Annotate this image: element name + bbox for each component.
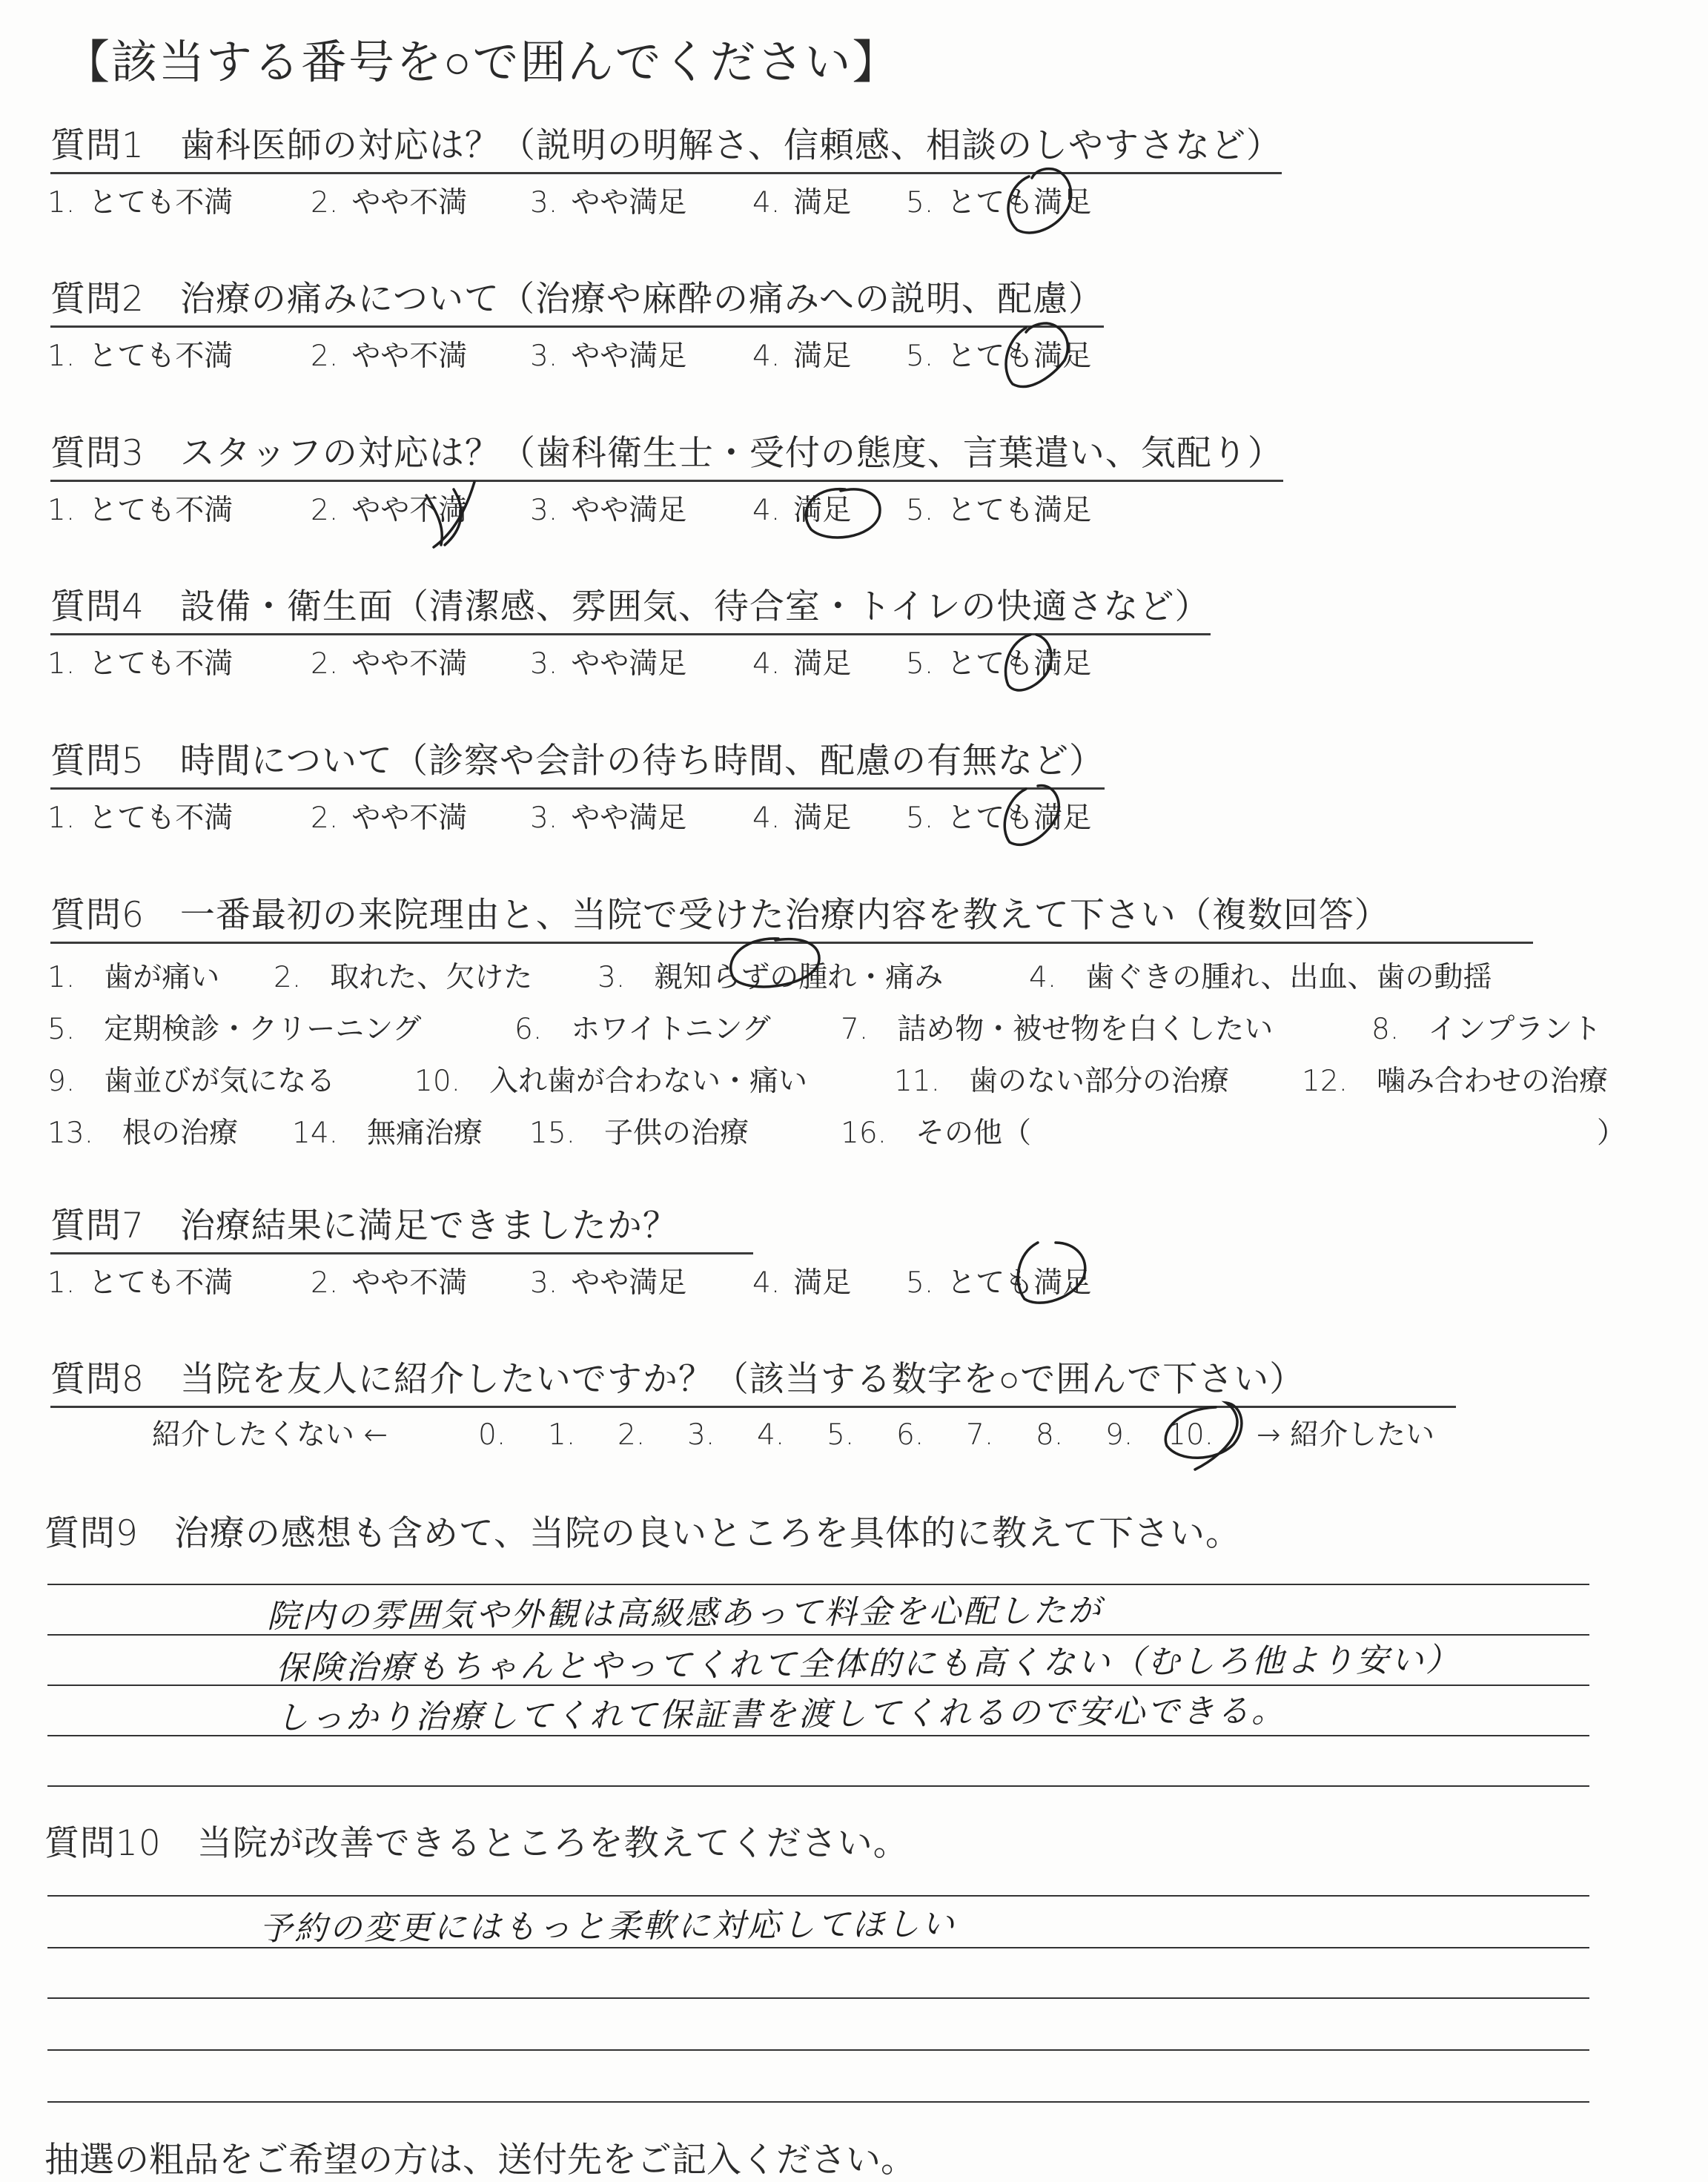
question-2-title: 質問2 治療の痛みについて（治療や麻酔の痛みへの説明、配慮）: [50, 278, 1104, 328]
q8-option-2[interactable]: 2.: [618, 1418, 646, 1452]
q5-option-3[interactable]: 3. やや満足: [530, 801, 687, 835]
q2-option-2[interactable]: 2. やや不満: [311, 340, 468, 373]
q6-option-4[interactable]: 4. 歯ぐきの腫れ、出血、歯の動揺: [1029, 961, 1492, 994]
question-8-title: 質問8 当院を友人に紹介したいですか？（該当する数字を○で囲んで下さい）: [50, 1358, 1456, 1408]
q9-handwritten-answer-1: 院内の雰囲気や外観は高級感あって料金を心配したが: [266, 1592, 1103, 1636]
question-9-title: 質問9 治療の感想も含めて、当院の良いところを具体的に教えて下さい。: [44, 1513, 1241, 1554]
q1-option-2[interactable]: 2. やや不満: [311, 186, 468, 219]
q6-option-16[interactable]: 16. その他（: [841, 1117, 1032, 1150]
question-4-title: 質問4 設備・衛生面（清潔感、雰囲気、待合室・トイレの快適さなど）: [50, 586, 1211, 635]
q6-option-7[interactable]: 7. 詰め物・被せ物を白くしたい: [841, 1013, 1274, 1046]
q7-option-4[interactable]: 4. 満足: [752, 1266, 852, 1300]
q3-option-5[interactable]: 5. とても満足: [906, 494, 1092, 527]
q8-option-6[interactable]: 6.: [896, 1418, 924, 1452]
question-1-title: 質問1 歯科医師の対応は？（説明の明解さ、信頼感、相談のしやすさなど）: [50, 125, 1282, 174]
q4-option-3[interactable]: 3. やや満足: [530, 647, 687, 681]
q1-option-1[interactable]: 1. とても不満: [47, 186, 234, 219]
q3-option-2[interactable]: 2. やや不満: [311, 494, 468, 527]
q7-option-3[interactable]: 3. やや満足: [530, 1266, 687, 1300]
question-5-title: 質問5 時間について（診察や会計の待ち時間、配慮の有無など）: [50, 740, 1105, 790]
q8-option-9[interactable]: 9.: [1105, 1418, 1133, 1452]
question-3-title: 質問3 スタッフの対応は？（歯科衛生士・受付の態度、言葉遣い、気配り）: [50, 432, 1283, 482]
q5-option-5[interactable]: 5. とても満足: [906, 801, 1092, 835]
q5-option-1[interactable]: 1. とても不満: [47, 801, 234, 835]
q8-option-3[interactable]: 3.: [687, 1418, 715, 1452]
q6-option-14[interactable]: 14. 無痛治療: [292, 1117, 483, 1150]
q3-option-3[interactable]: 3. やや満足: [530, 494, 687, 527]
q9-answer-line-5: [47, 1785, 1589, 1787]
q2-option-5[interactable]: 5. とても満足: [906, 340, 1092, 373]
q10-answer-line-4: [47, 2049, 1589, 2051]
q10-answer-line-1: [47, 1895, 1589, 1897]
q8-option-7[interactable]: 7.: [966, 1418, 994, 1452]
q1-option-3[interactable]: 3. やや満足: [530, 186, 687, 219]
q6-line-3: [47, 1056, 1678, 1108]
q6-option-1[interactable]: 1. 歯が痛い: [47, 961, 220, 994]
question-7-title: 質問7 治療結果に満足できましたか？: [50, 1205, 753, 1254]
q1-option-4[interactable]: 4. 満足: [752, 186, 852, 219]
question-6-options: [47, 952, 1678, 1160]
q6-option-10[interactable]: 10. 入れ歯が合わない・痛い: [414, 1065, 808, 1098]
q6-option-13[interactable]: 13. 根の治療: [47, 1117, 239, 1150]
q2-option-4[interactable]: 4. 満足: [752, 340, 852, 373]
q7-option-2[interactable]: 2. やや不満: [311, 1266, 468, 1300]
question-6-title: 質問6 一番最初の来院理由と、当院で受けた治療内容を教えて下さい（複数回答）: [50, 894, 1533, 944]
q7-option-5[interactable]: 5. とても満足: [906, 1266, 1092, 1300]
q1-option-5[interactable]: 5. とても満足: [906, 186, 1092, 219]
q10-handwritten-answer-1: 予約の変更にはもっと柔軟に対応してほしい: [259, 1905, 957, 1948]
q6-option-6[interactable]: 6. ホワイトニング: [514, 1013, 771, 1046]
q8-option-4[interactable]: 4.: [757, 1418, 785, 1452]
q8-option-0[interactable]: 0.: [478, 1418, 506, 1452]
footer-cut-text: 抽選の粗品をご希望の方は、送付先をご記入ください。: [44, 2140, 916, 2181]
q4-option-4[interactable]: 4. 満足: [752, 647, 852, 681]
q6-option-5[interactable]: 5. 定期検診・クリーニング: [47, 1013, 422, 1046]
q7-option-1[interactable]: 1. とても不満: [47, 1266, 234, 1300]
q8-option-1[interactable]: 1.: [548, 1418, 576, 1452]
question-10-title: 質問10 当院が改善できるところを教えてください。: [44, 1823, 909, 1864]
q6-other-close-paren: ）: [1597, 1117, 1626, 1150]
q8-option-5[interactable]: 5.: [827, 1418, 855, 1452]
q5-option-4[interactable]: 4. 満足: [752, 801, 852, 835]
q4-option-5[interactable]: 5. とても満足: [906, 647, 1092, 681]
q6-option-9[interactable]: 9. 歯並びが気になる: [47, 1065, 336, 1098]
q4-option-2[interactable]: 2. やや不満: [311, 647, 468, 681]
q2-option-3[interactable]: 3. やや満足: [530, 340, 687, 373]
q9-handwritten-answer-2: 保険治療もちゃんとやってくれて全体的にも高くない（むしろ他より安い）: [275, 1641, 1461, 1687]
q6-option-11[interactable]: 11. 歯のない部分の治療: [894, 1065, 1230, 1098]
q6-line-2: [47, 1004, 1678, 1056]
q6-option-3[interactable]: 3. 親知らずの腫れ・痛み: [598, 961, 944, 994]
q6-option-8[interactable]: 8. インプラント: [1371, 1013, 1602, 1046]
q6-line-4: [47, 1108, 1678, 1160]
q4-option-1[interactable]: 1. とても不満: [47, 647, 234, 681]
q5-option-2[interactable]: 2. やや不満: [311, 801, 468, 835]
q8-left-label: 紹介したくない ←: [152, 1418, 388, 1452]
q6-option-15[interactable]: 15. 子供の治療: [529, 1117, 749, 1150]
page-heading: 【該当する番号を○で囲んでください】: [64, 35, 900, 89]
q9-handwritten-answer-3: しっかり治療してくれて保証書を渡してくれるので安心できる。: [275, 1692, 1287, 1737]
q9-answer-line-1: [47, 1584, 1589, 1585]
q3-option-4[interactable]: 4. 満足: [752, 494, 852, 527]
q6-line-1: [47, 952, 1678, 1004]
q6-option-12[interactable]: 12. 噛み合わせの治療: [1302, 1065, 1609, 1098]
q8-option-8[interactable]: 8.: [1036, 1418, 1064, 1452]
q10-answer-line-3: [47, 1997, 1589, 1999]
q8-right-label: → 紹介したい: [1257, 1418, 1435, 1452]
q6-option-2[interactable]: 2. 取れた、欠けた: [274, 961, 533, 994]
q10-answer-line-5: [47, 2101, 1589, 2103]
q3-option-1[interactable]: 1. とても不満: [47, 494, 234, 527]
q2-option-1[interactable]: 1. とても不満: [47, 340, 234, 373]
q8-option-10[interactable]: 10.: [1168, 1418, 1214, 1452]
